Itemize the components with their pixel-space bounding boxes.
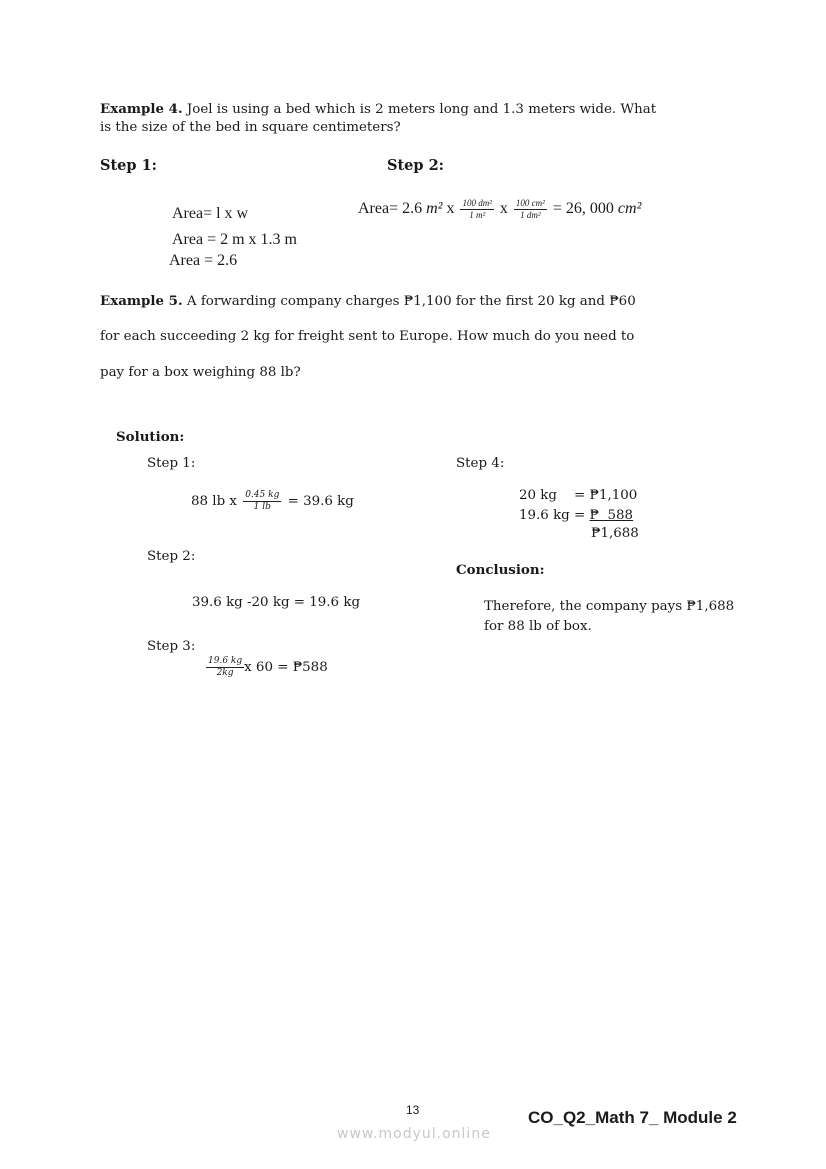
step-1-line-3: Area = 2.6 [169, 252, 238, 269]
conclusion-heading: Conclusion: [456, 562, 545, 578]
text: 19.6 kg = [519, 508, 590, 523]
text: x [495, 200, 512, 218]
solution-step-1-label: Step 1: [147, 456, 196, 471]
step-1-line-2: Area = 2 m x 1.3 m [172, 231, 297, 248]
text: = 26, 000 [548, 200, 618, 218]
solution-step-3-label: Step 3: [147, 639, 196, 654]
example-5-question-line-2: for each succeeding 2 kg for freight sent to Europe. How much do you need to [100, 329, 635, 344]
denominator: 1 m² [469, 210, 486, 220]
solution-step-3-equation [206, 656, 328, 679]
denominator: 2kg [216, 668, 234, 678]
fraction [243, 490, 281, 513]
text: = 39.6 kg [283, 494, 354, 509]
text: A forwarding company charges ₱1,100 for the first 20 kg and ₱60 [182, 294, 636, 309]
solution-step-1-equation [191, 490, 354, 513]
numerator: 100 dm² [462, 198, 492, 208]
numerator: 100 cm² [515, 198, 545, 208]
numerator: 19.6 kg [208, 656, 243, 666]
page-number: 13 [406, 1103, 420, 1117]
solution-step-4-total: ₱1,688 [591, 526, 639, 541]
fraction [514, 198, 547, 221]
text: x 60 = ₱588 [244, 660, 328, 675]
text: Area= 2.6 [358, 200, 427, 218]
conclusion-line-2: for 88 lb of box. [484, 619, 592, 634]
step-2-heading: Step 2: [387, 157, 445, 174]
module-code: CO_Q2_Math 7_ Module 2 [528, 1108, 737, 1127]
example-5-question-line-3: pay for a box weighing 88 lb? [100, 365, 301, 380]
example-4-question-line-2: is the size of the bed in square centimeters? [100, 120, 401, 135]
solution-step-4-label: Step 4: [456, 456, 505, 471]
watermark: www.modyul.online [337, 1126, 491, 1142]
example-5-question-line-1 [100, 293, 636, 309]
fraction [206, 656, 244, 679]
text: 88 lb x [191, 494, 242, 509]
solution-step-2-equation: 39.6 kg -20 kg = 19.6 kg [192, 595, 361, 610]
example-4-question-line-1 [100, 101, 656, 117]
fraction [460, 198, 493, 221]
step-1-heading: Step 1: [100, 157, 158, 174]
solution-heading: Solution: [116, 429, 185, 445]
numerator: 0.45 kg [245, 490, 280, 500]
example-5-label: Example 5. [100, 293, 183, 309]
example-4-label: Example 4. [100, 101, 183, 117]
conclusion-line-1: Therefore, the company pays ₱1,688 [484, 599, 735, 614]
denominator: 1 lb [253, 502, 271, 512]
solution-step-4-row-2 [519, 508, 633, 523]
unit: cm² [617, 200, 642, 218]
text: Joel is using a bed which is 2 meters long and 1.3 meters wide. What [182, 102, 657, 117]
denominator: 1 dm² [520, 210, 541, 220]
text: x [442, 200, 459, 218]
solution-step-2-label: Step 2: [147, 549, 196, 564]
solution-step-4-row-1: 20 kg = ₱1,100 [519, 488, 638, 503]
step-1-line-1: Area= l x w [172, 205, 249, 222]
step-2-equation [358, 198, 641, 221]
unit: m² [426, 200, 443, 218]
value: ₱ 588 [589, 508, 634, 523]
